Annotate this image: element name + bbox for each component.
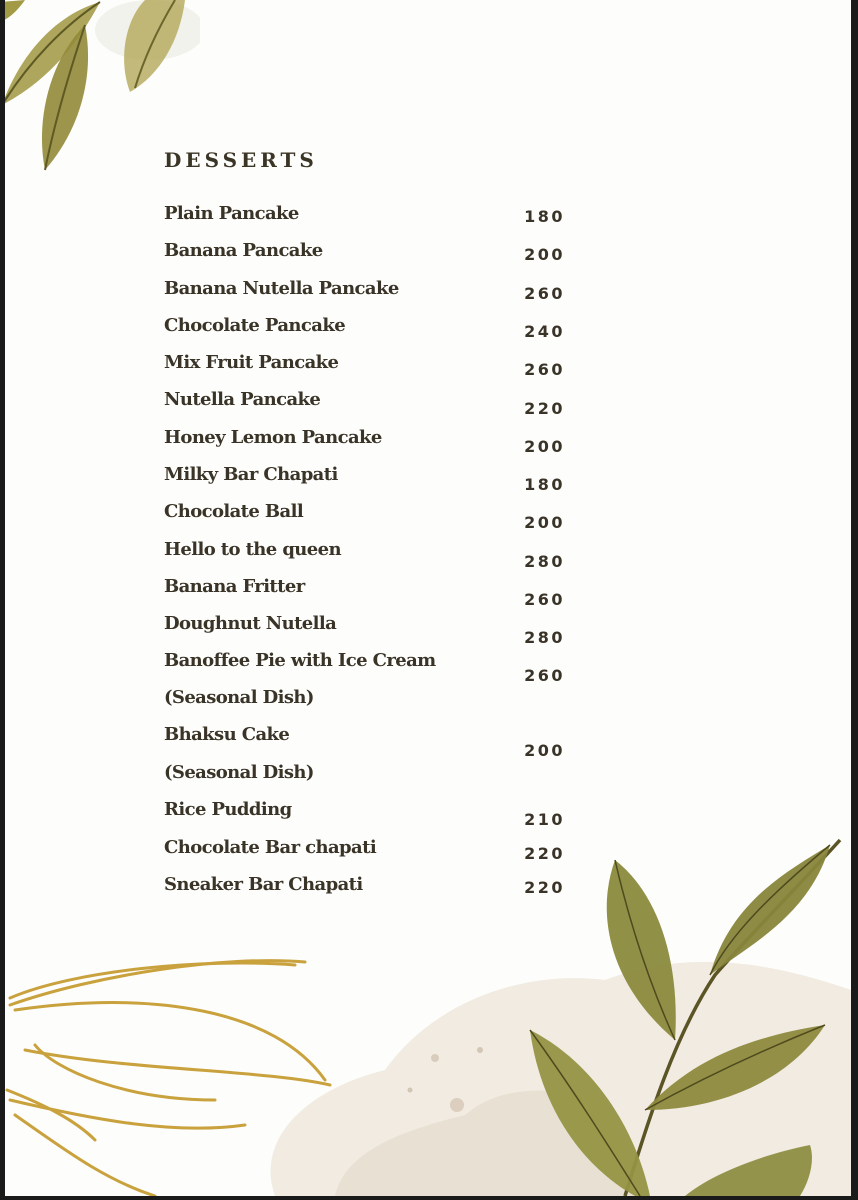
menu-item-note: (Seasonal Dish)	[164, 687, 314, 708]
menu-item-price: 200	[524, 245, 565, 264]
menu-item-price: 280	[524, 628, 565, 647]
menu-item-name: Chocolate Pancake	[164, 315, 346, 336]
menu-item-price: 220	[524, 399, 565, 418]
menu-item-price: 260	[524, 666, 565, 685]
menu-item-name: Banana Pancake	[164, 240, 323, 261]
menu-item-name: Sneaker Bar Chapati	[164, 874, 363, 895]
menu-item-name: Rice Pudding	[164, 799, 292, 820]
menu-item-name: Honey Lemon Pancake	[164, 427, 382, 448]
gold-scribble-decoration	[5, 950, 345, 1196]
menu-item-name: Doughnut Nutella	[164, 613, 337, 634]
menu-item-price: 200	[524, 513, 565, 532]
menu-item-price: 180	[524, 475, 565, 494]
menu-item-price: 200	[524, 741, 565, 760]
menu-item-price: 260	[524, 360, 565, 379]
menu-item-price: 180	[524, 207, 565, 226]
menu-page	[5, 0, 851, 1196]
menu-item-name: Bhaksu Cake	[164, 724, 290, 745]
menu-item-price: 210	[524, 810, 565, 829]
menu-item-name: Plain Pancake	[164, 203, 299, 224]
menu-item-name: Milky Bar Chapati	[164, 464, 338, 485]
menu-item-price: 240	[524, 322, 565, 341]
menu-item-price: 260	[524, 590, 565, 609]
menu-item-name: Chocolate Ball	[164, 501, 304, 522]
menu-item-name: Hello to the queen	[164, 539, 341, 560]
menu-item-name: Banana Fritter	[164, 576, 305, 597]
menu-item-price: 220	[524, 844, 565, 863]
menu-item-price: 280	[524, 552, 565, 571]
menu-item-price: 260	[524, 284, 565, 303]
menu-item-note: (Seasonal Dish)	[164, 762, 314, 783]
menu-item-name: Banana Nutella Pancake	[164, 278, 399, 299]
menu-item-name: Nutella Pancake	[164, 389, 321, 410]
menu-section-title: DESSERTS	[164, 148, 318, 172]
menu-item-price: 220	[524, 878, 565, 897]
menu-item-name: Banoffee Pie with Ice Cream	[164, 650, 436, 671]
menu-item-name: Mix Fruit Pancake	[164, 352, 339, 373]
menu-item-name: Chocolate Bar chapati	[164, 837, 377, 858]
menu-item-price: 200	[524, 437, 565, 456]
